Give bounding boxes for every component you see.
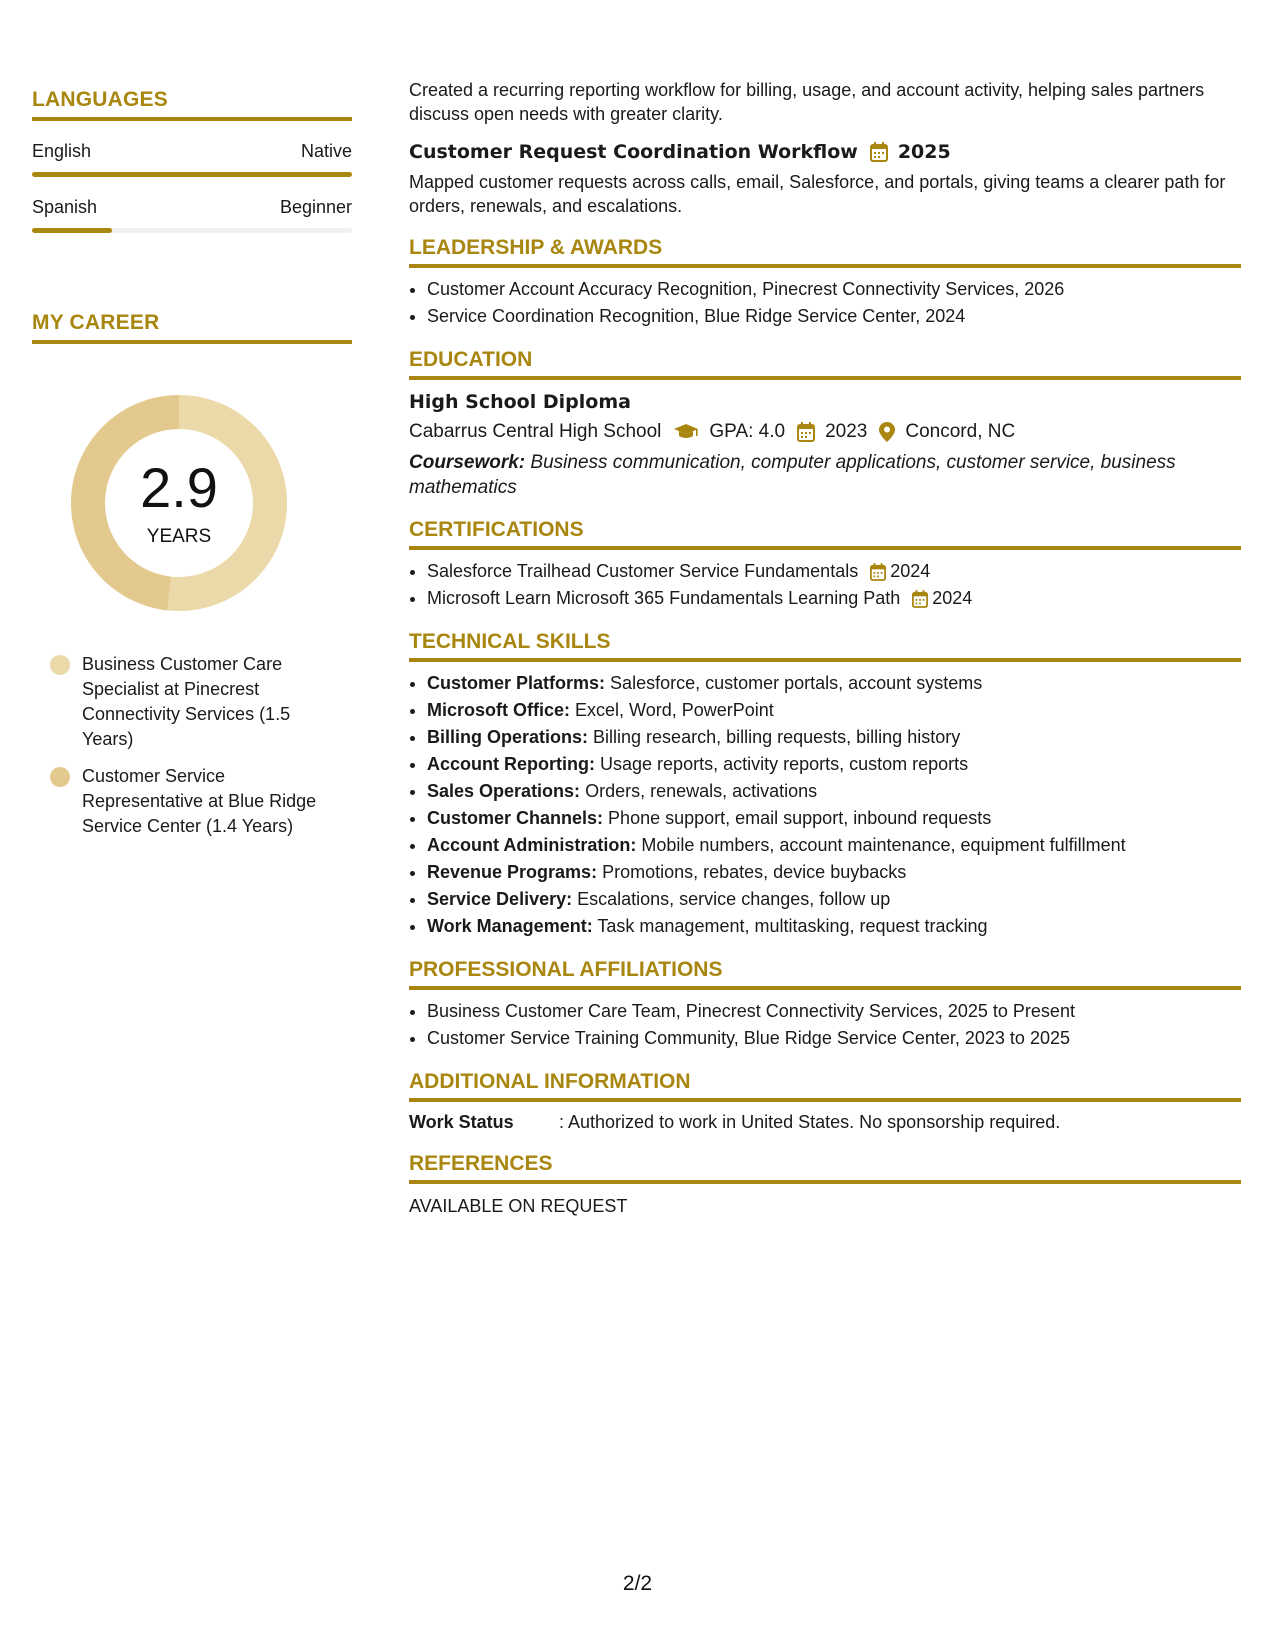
legend-item (50, 652, 340, 752)
skill-value: Phone support, email support, inbound requests (608, 808, 992, 828)
list-item (427, 805, 1241, 832)
skill-label: Account Administration: (427, 835, 637, 855)
language-english (32, 141, 352, 177)
list-item (427, 913, 1241, 940)
certification-year: 2024 (890, 561, 931, 581)
list-item: • Business Customer Care Team, Pinecrest Connectivity Services, 2025 to Present (427, 998, 1241, 1025)
language-bar-fill (32, 172, 352, 177)
skill-value: Salesforce, customer portals, account systems (610, 673, 983, 693)
leadership-list (409, 276, 1241, 330)
career-total-label: YEARS (146, 526, 212, 547)
skill-value: Billing research, billing requests, billing history (593, 727, 961, 747)
education-gpa: GPA: 4.0 (709, 421, 786, 442)
legend-label: Business Customer Care Specialist at Pinecrest Connectivity Services (1.5 Years) (82, 654, 291, 749)
list-item (427, 832, 1241, 859)
affiliations-list (409, 998, 1241, 1052)
skill-label: Work Management: (427, 916, 593, 936)
graduation-cap-icon (673, 423, 699, 441)
legend-item (50, 764, 340, 839)
additional-heading: ADDITIONAL INFORMATION (409, 1070, 1241, 1102)
certifications-section (409, 518, 1241, 612)
project-year: 2025 (897, 141, 951, 163)
skills-heading: TECHNICAL SKILLS (409, 630, 1241, 662)
skill-value: Mobile numbers, account maintenance, equipment fulfillment (641, 835, 1126, 855)
certifications-list (409, 558, 1241, 612)
certification-name: • Salesforce Trailhead Customer Service Fundamentals (427, 561, 859, 581)
certification-name: • Microsoft Learn Microsoft 365 Fundamentals Learning Path (427, 588, 901, 608)
leadership-heading: LEADERSHIP & AWARDS (409, 236, 1241, 268)
education-section (409, 348, 1241, 500)
skill-label: Sales Operations: (427, 781, 581, 801)
project-intro-text: Created a recurring reporting workflow for billing, usage, and account activity, helping sales partners discuss open needs with greater clarity. (409, 80, 1205, 124)
list-item (427, 778, 1241, 805)
career-heading: MY CAREER (32, 311, 352, 344)
skill-label: Service Delivery: (427, 889, 573, 909)
skill-label: Customer Channels: (427, 808, 604, 828)
language-bar-track (32, 172, 352, 177)
career-legend (50, 652, 340, 839)
affiliations-section (409, 958, 1241, 1052)
right-column (409, 78, 1241, 1218)
skill-value: Usage reports, activity reports, custom reports (600, 754, 969, 774)
list-item (427, 670, 1241, 697)
language-name: English (32, 141, 92, 161)
career-donut-chart (64, 388, 294, 618)
skill-value: Excel, Word, PowerPoint (575, 700, 774, 720)
work-status-value: : Authorized to work in United States. No sponsorship required. (559, 1112, 1061, 1132)
language-bar-track (32, 228, 352, 233)
certifications-heading: CERTIFICATIONS (409, 518, 1241, 550)
list-item: • Customer Service Training Community, Blue Ridge Service Center, 2023 to 2025 (427, 1025, 1241, 1052)
references-heading: REFERENCES (409, 1152, 1241, 1184)
list-item: • Service Coordination Recognition, Blue Ridge Service Center, 2024 (427, 303, 1241, 330)
education-heading: EDUCATION (409, 348, 1241, 380)
left-column (32, 88, 352, 851)
work-status-label: Work Status (409, 1112, 514, 1132)
legend-dot (50, 655, 70, 675)
skill-value: Escalations, service changes, follow up (577, 889, 891, 909)
language-level: Beginner (279, 197, 352, 217)
list-item (427, 724, 1241, 751)
coursework-label: Coursework: (409, 452, 526, 473)
list-item (427, 859, 1241, 886)
calendar-icon (912, 590, 928, 608)
legend-label: Customer Service Representative at Blue Ridge Service Center (1.4 Years) (82, 766, 317, 836)
calendar-icon (870, 142, 888, 162)
skill-value: Task management, multitasking, request tracking (597, 916, 988, 936)
calendar-icon (797, 422, 815, 442)
list-item (427, 558, 1241, 585)
project-description: Mapped customer requests across calls, email, Salesforce, and portals, giving teams a clearer path for orders, renewals, and escalations. (409, 172, 1226, 216)
language-bar-fill (32, 228, 112, 233)
list-item (427, 751, 1241, 778)
project-title-row (409, 140, 1241, 164)
skill-value: Orders, renewals, activations (585, 781, 818, 801)
skill-label: Customer Platforms: (427, 673, 606, 693)
education-details-row (409, 420, 1241, 444)
skill-value: Promotions, rebates, device buybacks (602, 862, 907, 882)
list-item: • Customer Account Accuracy Recognition, Pinecrest Connectivity Services, 2026 (427, 276, 1241, 303)
work-status-row (409, 1110, 1241, 1134)
languages-heading: LANGUAGES (32, 88, 352, 121)
list-item (427, 585, 1241, 612)
coursework-text: Business communication, computer applications, customer service, business mathematics (409, 452, 1176, 498)
certification-year: 2024 (932, 588, 973, 608)
education-school: Cabarrus Central High School (409, 421, 662, 442)
calendar-icon (870, 563, 886, 581)
education-year: 2023 (825, 421, 868, 442)
list-item (427, 886, 1241, 913)
skills-list (409, 670, 1241, 940)
education-degree: High School Diploma (409, 391, 631, 413)
skill-label: Account Reporting: (427, 754, 595, 774)
education-coursework (409, 450, 1241, 500)
language-level: Native (300, 141, 352, 161)
skill-label: Revenue Programs: (427, 862, 598, 882)
legend-dot (50, 767, 70, 787)
skill-label: Microsoft Office: (427, 700, 571, 720)
references-section (409, 1152, 1241, 1218)
language-spanish (32, 197, 352, 233)
skill-label: Billing Operations: (427, 727, 589, 747)
page-number: 2/2 (622, 1572, 653, 1595)
education-location: Concord, NC (905, 421, 1016, 442)
leadership-section (409, 236, 1241, 330)
list-item (427, 697, 1241, 724)
project-title: Customer Request Coordination Workflow (409, 141, 858, 163)
additional-section (409, 1070, 1241, 1134)
career-total-value: 2.9 (140, 456, 218, 519)
map-pin-icon (879, 422, 895, 442)
affiliations-heading: PROFESSIONAL AFFILIATIONS (409, 958, 1241, 990)
skills-section (409, 630, 1241, 940)
language-name: Spanish (32, 197, 98, 217)
references-text: AVAILABLE ON REQUEST (409, 1196, 628, 1216)
